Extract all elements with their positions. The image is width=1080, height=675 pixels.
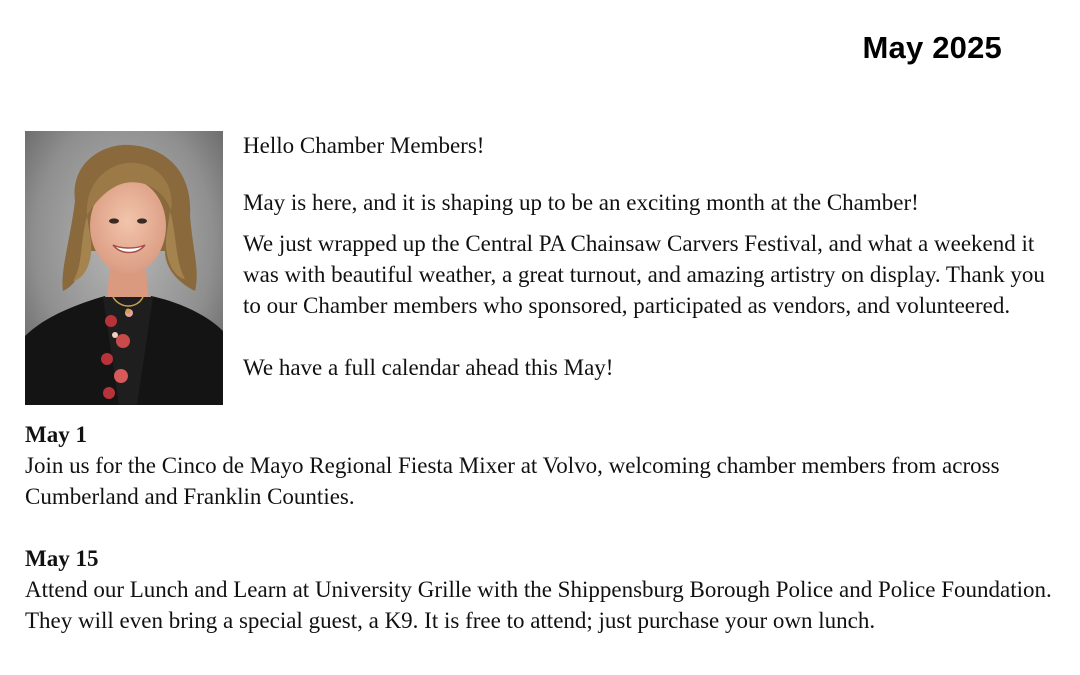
event-description: Attend our Lunch and Learn at University Grille with the Shippensburg Borough Police and Police Foundation. They will even bring a special guest, a K9. It is free to attend; just purchase your own lunch. xyxy=(25,577,1052,633)
greeting: Hello Chamber Members! xyxy=(243,133,485,158)
events-list xyxy=(25,419,1055,667)
event-description: Join us for the Cinco de Mayo Regional Fiesta Mixer at Volvo, welcoming chamber members from across Cumberland and Franklin Counties. xyxy=(25,453,1000,509)
event-date: May 15 xyxy=(25,546,99,571)
event-item xyxy=(25,419,1055,512)
festival-paragraph: We just wrapped up the Central PA Chainsaw Carvers Festival, and what a weekend it was with beautiful weather, a great turnout, and amazing artistry on display. Thank you to our Chamber members who sponsored, participated as vendors, and volunteered. xyxy=(243,231,1045,318)
event-date: May 1 xyxy=(25,422,87,447)
intro-section xyxy=(243,130,1063,383)
calendar-note: We have a full calendar ahead this May! xyxy=(243,355,614,380)
event-item xyxy=(25,543,1055,636)
issue-date: May 2025 xyxy=(862,30,1002,65)
intro-lead: May is here, and it is shaping up to be an exciting month at the Chamber! xyxy=(243,190,919,215)
portrait-illustration xyxy=(25,131,223,405)
portrait-photo xyxy=(25,131,223,405)
